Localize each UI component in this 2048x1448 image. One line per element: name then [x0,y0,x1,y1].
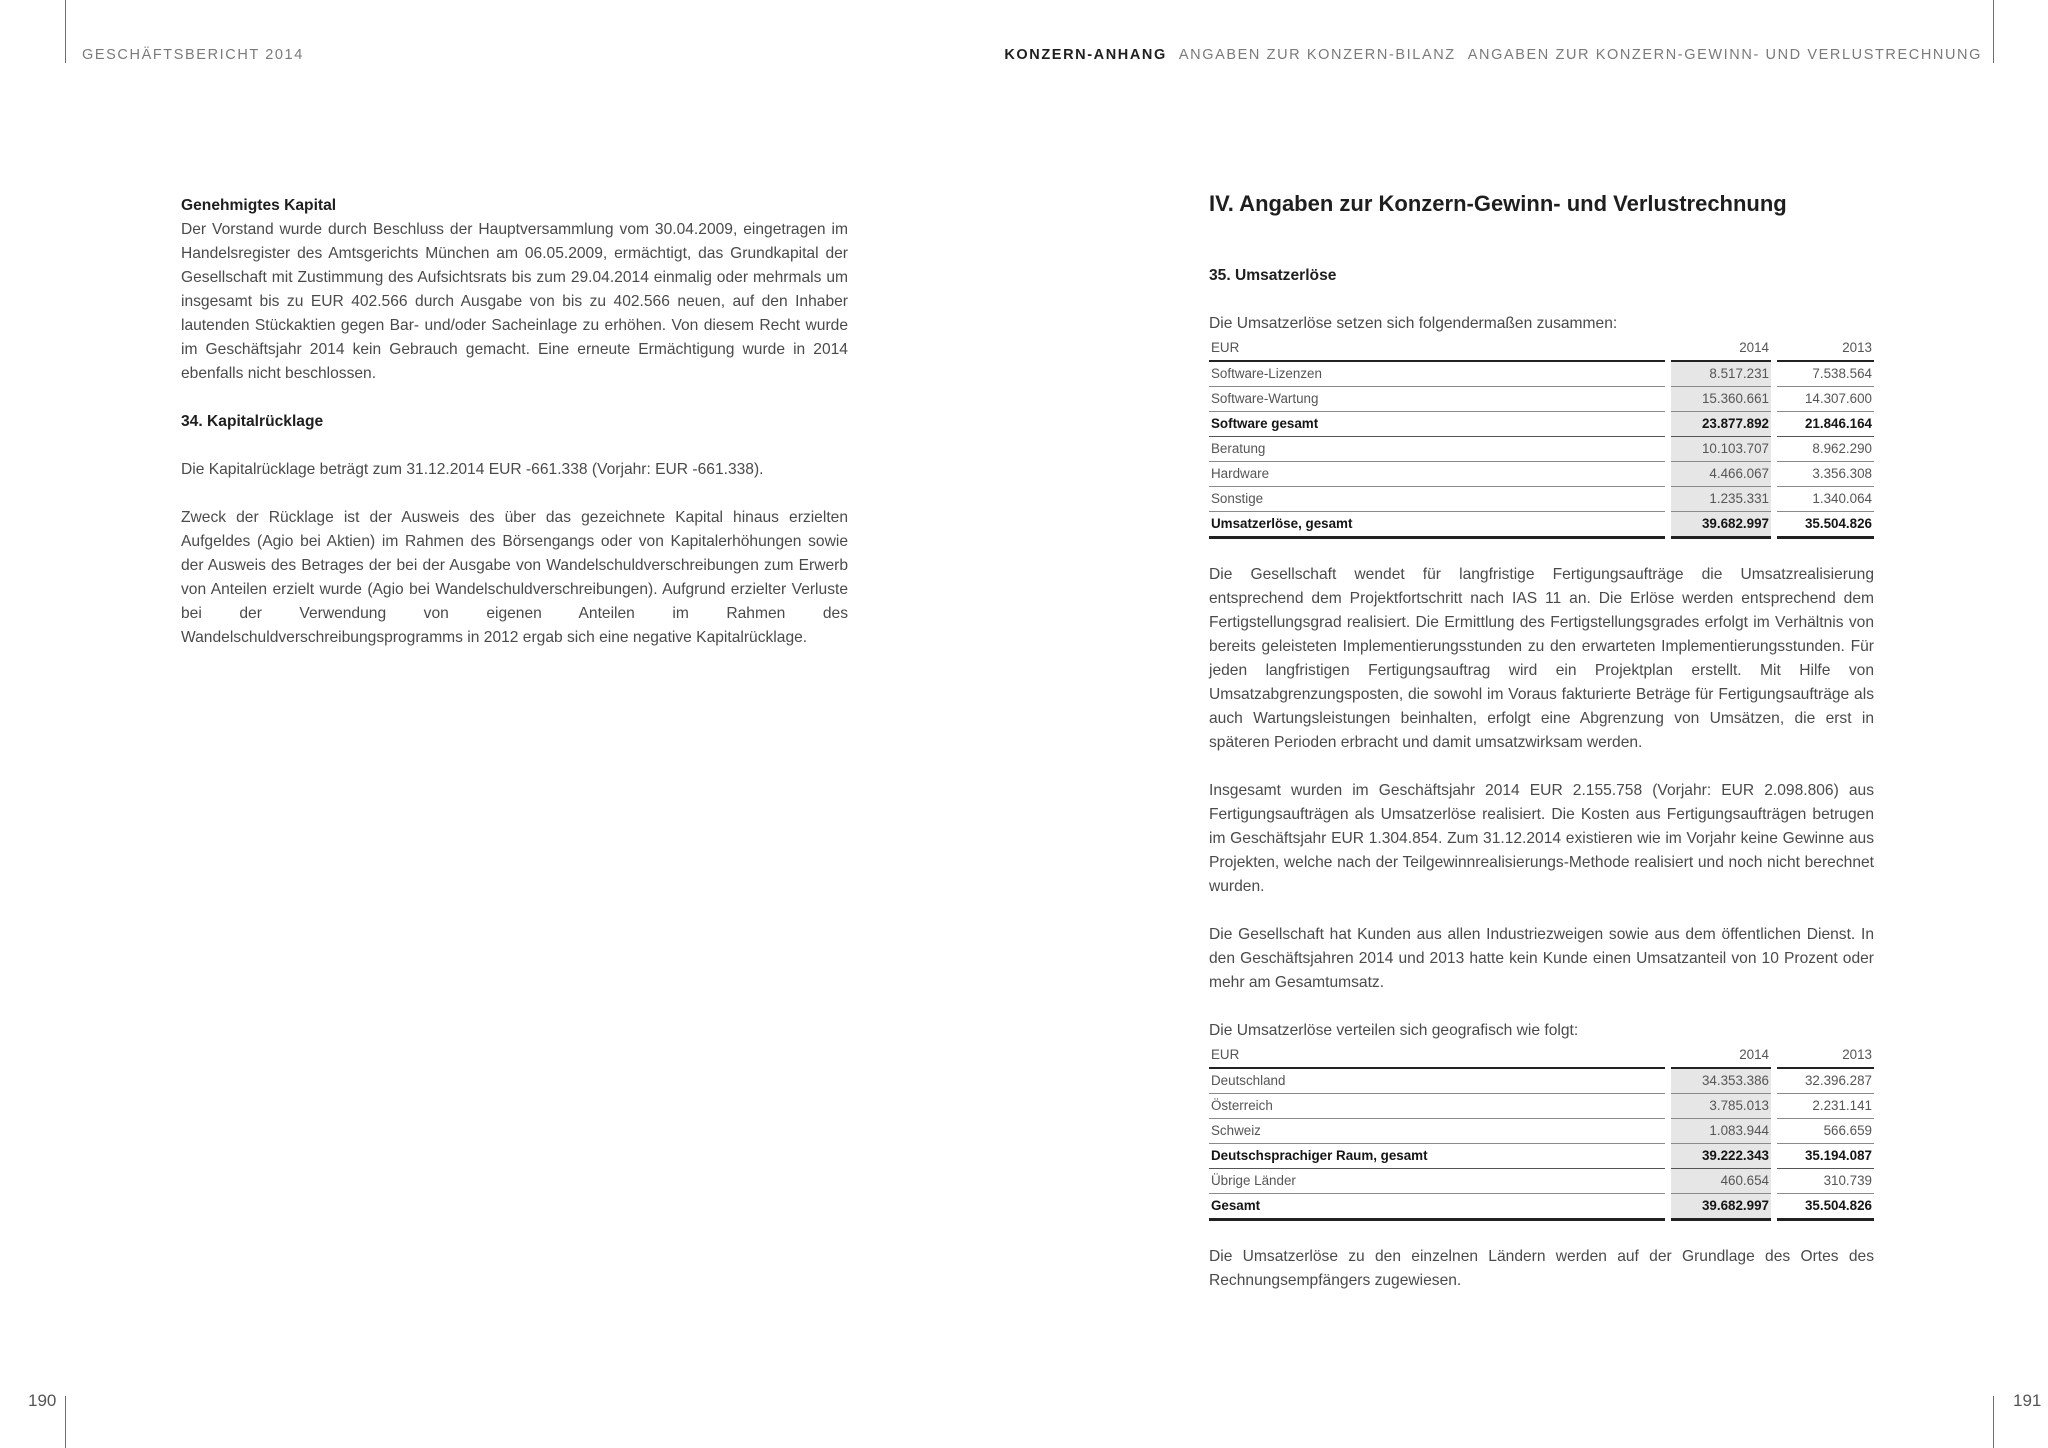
table-cell: 460.654 [1671,1169,1771,1194]
table-header-cell: EUR [1209,336,1665,362]
section-title: IV. Angaben zur Konzern-Gewinn- und Verlustrechnung [1209,191,1787,216]
table-header-cell: 2013 [1777,336,1874,362]
table-cell: 14.307.600 [1777,387,1874,412]
table-cell: 1.235.331 [1671,487,1771,512]
table-row-total [1209,1194,1874,1221]
table-cell: Übrige Länder [1209,1169,1665,1194]
table-header-row [1209,336,1874,362]
kapitalruecklage-text-1: Die Kapitalrücklage beträgt zum 31.12.2014 EUR -661.338 (Vorjahr: EUR -661.338). [181,461,764,478]
table-row-subtotal [1209,1144,1874,1169]
page-number-right: 191 [2013,1391,2042,1410]
table-cell: 7.538.564 [1777,362,1874,387]
table-cell: 39.222.343 [1671,1144,1771,1169]
table-header-cell: EUR [1209,1043,1665,1069]
table-row [1209,362,1874,387]
running-header-left: GESCHÄFTSBERICHT 2014 [82,47,304,63]
table-cell: 566.659 [1777,1119,1874,1144]
table-row [1209,487,1874,512]
paragraph-kunden: Die Gesellschaft hat Kunden aus allen Industriezweigen sowie aus dem öffentlichen Dienst. In den Geschäftsjahren 2014 und 2013 hatte kein Kunde einen Umsatzanteil von 10 Prozent oder mehr am Gesamtumsatz. [1209,926,1874,991]
table-row [1209,1119,1874,1144]
table-row [1209,1094,1874,1119]
table-cell: Beratung [1209,437,1665,462]
table-cell: 39.682.997 [1671,1194,1771,1221]
table2-intro: Die Umsatzerlöse verteilen sich geografisch wie folgt: [1209,1022,1579,1039]
right-column [1209,190,1874,1293]
table-cell: Software-Wartung [1209,387,1665,412]
table-cell: Österreich [1209,1094,1665,1119]
table-cell: 35.194.087 [1777,1144,1874,1169]
table-cell: 3.356.308 [1777,462,1874,487]
table-row [1209,1169,1874,1194]
table-cell: 32.396.287 [1777,1069,1874,1094]
left-bottom-rule [65,1396,66,1448]
table-cell: 4.466.067 [1671,462,1771,487]
table-cell: 21.846.164 [1777,412,1874,437]
genehmigtes-kapital-heading: Genehmigtes Kapital [181,197,337,214]
geographic-revenue-table [1203,1043,1880,1221]
table-cell: 10.103.707 [1671,437,1771,462]
right-bottom-rule [1993,1396,1994,1448]
kapitalruecklage-text-2: Zweck der Rücklage ist der Ausweis des über das gezeichnete Kapital hinaus erzielten Aufgeldes (Agio bei Aktien) im Rahmen des Börsengangs oder von Kapitalerhöhungen sowie der Ausweis des Betrages der bei der Ausgabe von Wandelschuldverschreibungen zum Erwerb von Anteilen erzielt wurde (Agio bei Wandelschuldverschreibungen). Aufgrund erzielter Verluste bei der Verwendung von eigenen Anteilen im Rahmen des Wandelschuldverschreibungsprogramms in 2012 ergab sich eine negative Kapitalrücklage. [181,509,848,646]
genehmigtes-kapital-text: Der Vorstand wurde durch Beschluss der Hauptversammlung vom 30.04.2009, eingetragen im Handelsregister des Amtsgerichts München am 06.05.2009, ermächtigt, das Grundkapital der Gesellschaft mit Zustimmung des Aufsichtsrats bis zum 29.04.2014 einmalig oder mehrmals um insgesamt bis zu EUR 402.566 durch Ausgabe von bis zu 402.566 neuen, auf den Inhaber lautenden Stückaktien gegen Bar- und/oder Sacheinlage zu erhöhen. Von diesem Recht wurde im Geschäftsjahr 2014 kein Gebrauch gemacht. Eine erneute Ermächtigung wurde in 2014 ebenfalls nicht beschlossen. [181,221,848,382]
table-cell: Software gesamt [1209,412,1665,437]
right-top-rule [1993,0,1994,63]
table-cell: 35.504.826 [1777,512,1874,539]
table-row [1209,462,1874,487]
table-row-subtotal [1209,412,1874,437]
table-cell: 15.360.661 [1671,387,1771,412]
table-cell: Deutschsprachiger Raum, gesamt [1209,1144,1665,1169]
table-cell: 35.504.826 [1777,1194,1874,1221]
table-cell: 34.353.386 [1671,1069,1771,1094]
paragraph-fertigung: Die Gesellschaft wendet für langfristige Fertigungsaufträge die Umsatzrealisierung entsprechend dem Projektfortschritt nach IAS 11 an. Die Erlöse werden entsprechend dem Fertigstellungsgrad realisiert. Die Ermittlung des Fertigstellungsgrades erfolgt im Verhältnis von bereits geleisteten Implementierungsstunden zu den erwarteten Implementierungsstunden. Für jeden langfristigen Fertigungsauftrag wird ein Projektplan erstellt. Mit Hilfe von Umsatzabgrenzungsposten, die sowohl im Voraus fakturierte Beträge für Fertigungsaufträge als auch Wartungsleistungen beinhalten, erfolgt eine Abgrenzung von Umsätzen, die erst in späteren Perioden erbracht und damit umsatzwirksam werden. [1209,566,1874,751]
table-header-cell: 2014 [1671,336,1771,362]
header-item-bilanz: ANGABEN ZUR KONZERN-BILANZ [1178,47,1456,63]
kapitalruecklage-heading: 34. Kapitalrücklage [181,413,324,430]
running-header-right [1004,47,1982,63]
table-header-cell: 2014 [1671,1043,1771,1069]
left-column [181,194,848,650]
umsatzerloese-heading: 35. Umsatzerlöse [1209,267,1337,284]
table-cell: Deutschland [1209,1069,1665,1094]
revenue-table [1203,336,1880,539]
table-header-row [1209,1043,1874,1069]
table-cell: Umsatzerlöse, gesamt [1209,512,1665,539]
table-cell: 39.682.997 [1671,512,1771,539]
header-active-section: KONZERN-ANHANG [1004,47,1167,63]
table-cell: 8.962.290 [1777,437,1874,462]
table-cell: 23.877.892 [1671,412,1771,437]
table-cell: 1.340.064 [1777,487,1874,512]
table-cell: 310.739 [1777,1169,1874,1194]
table-cell: Schweiz [1209,1119,1665,1144]
table-cell: Hardware [1209,462,1665,487]
table-header-cell: 2013 [1777,1043,1874,1069]
table-row [1209,437,1874,462]
header-item-guv: ANGABEN ZUR KONZERN-GEWINN- UND VERLUSTRECHNUNG [1467,47,1982,63]
paragraph-zuweisung: Die Umsatzerlöse zu den einzelnen Ländern werden auf der Grundlage des Ortes des Rechnungsempfängers zugewiesen. [1209,1248,1874,1289]
table1-intro: Die Umsatzerlöse setzen sich folgendermaßen zusammen: [1209,315,1618,332]
left-top-rule [65,0,66,63]
table-cell: 8.517.231 [1671,362,1771,387]
page-number-left: 190 [28,1391,57,1410]
table-cell: Sonstige [1209,487,1665,512]
table-row [1209,1069,1874,1094]
paragraph-fertigungsauftraege: Insgesamt wurden im Geschäftsjahr 2014 EUR 2.155.758 (Vorjahr: EUR 2.098.806) aus Fertigungsaufträgen als Umsatzerlöse realisiert. Die Kosten aus Fertigungsaufträgen betrugen im Geschäftsjahr EUR 1.304.854. Zum 31.12.2014 existieren wie im Vorjahr keine Gewinne aus Projekten, welche nach der Teilgewinnrealisierungs-Methode realisiert und noch nicht berechnet wurden. [1209,782,1874,895]
table-cell: Gesamt [1209,1194,1665,1221]
table-cell: 1.083.944 [1671,1119,1771,1144]
table-cell: 3.785.013 [1671,1094,1771,1119]
table-row [1209,387,1874,412]
table-cell: Software-Lizenzen [1209,362,1665,387]
table-cell: 2.231.141 [1777,1094,1874,1119]
table-row-total [1209,512,1874,539]
